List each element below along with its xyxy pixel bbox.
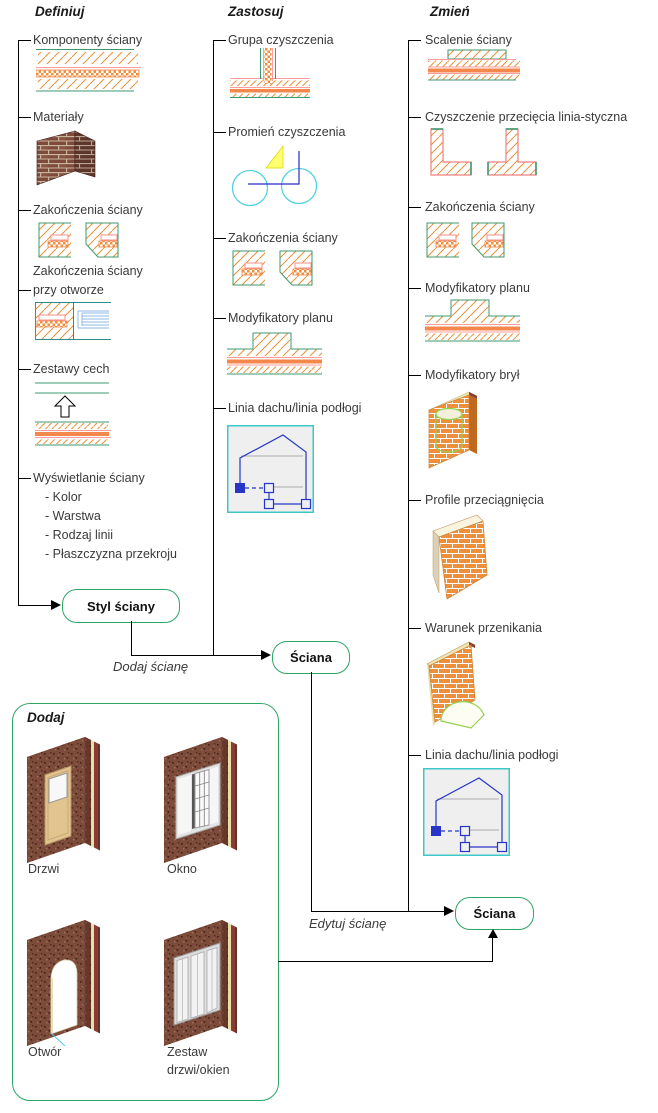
roofline-floorline-image	[423, 768, 510, 856]
edge-label-edytuj-sciane: Edytuj ścianę	[309, 916, 387, 931]
item-label: Profile przeciągnięcia	[425, 493, 544, 507]
node-styl-sciany	[62, 589, 180, 623]
tick	[408, 207, 421, 208]
body-modifiers-image	[425, 388, 485, 472]
item-label: Materiały	[33, 110, 84, 124]
zmien-branch-line	[408, 40, 409, 912]
wall-endcap-chamfer-image	[85, 222, 119, 258]
wall-merge-image	[428, 49, 523, 81]
wall-endcap-square-image	[38, 222, 72, 258]
tick	[213, 408, 226, 409]
dodaj-item-label: drzwi/okien	[167, 1063, 230, 1077]
opening-in-wall-image	[25, 916, 113, 1046]
arrowhead-right	[444, 906, 454, 916]
cleanup-radius-image	[228, 143, 320, 211]
item-label: Grupa czyszczenia	[228, 33, 334, 47]
window-in-wall-image	[162, 733, 250, 865]
sweep-profiles-image	[425, 513, 491, 601]
node-label: Styl ściany	[87, 598, 155, 614]
materials-brick-image	[35, 127, 97, 187]
tick	[213, 238, 226, 239]
node-sciana-1	[272, 641, 350, 674]
item-label: Scalenie ściany	[425, 33, 512, 47]
tick	[213, 40, 226, 41]
tick	[18, 290, 31, 291]
tick	[408, 288, 421, 289]
item-label: Zakończenia ściany	[228, 231, 338, 245]
wall-endcap-chamfer-image	[471, 222, 505, 258]
property-sets-image	[35, 381, 111, 447]
node-sciana-2	[455, 897, 534, 930]
tick	[408, 628, 421, 629]
styl-down-line	[131, 621, 132, 656]
tick	[408, 117, 421, 118]
item-label: Warunek przenikania	[425, 621, 542, 635]
tick	[18, 478, 31, 479]
wall-components-image	[36, 48, 141, 92]
item-label: Modyfikatory planu	[228, 311, 333, 325]
tick	[408, 500, 421, 501]
wall-endcap-square-image	[426, 222, 460, 258]
roofline-floorline-image	[227, 425, 314, 513]
node-label: Ściana	[473, 906, 516, 921]
item-label: Zestawy cech	[33, 362, 110, 376]
item-label: Promień czyszczenia	[228, 125, 346, 139]
dodaj-to-sciana2-hline	[278, 961, 493, 962]
column-header-zastosuj: Zastosuj	[228, 4, 284, 19]
column-header-zmien: Zmień	[430, 4, 470, 19]
item-label: Wyświetlanie ściany	[33, 471, 145, 485]
tick	[213, 132, 226, 133]
edge-label-dodaj-sciane: Dodaj ścianę	[113, 659, 189, 674]
dodaj-to-sciana2-vline	[492, 937, 493, 962]
arrowhead-right	[261, 650, 271, 660]
item-label: Zakończenia ściany	[425, 200, 535, 214]
dodaj-item-label: Otwór	[28, 1045, 62, 1059]
wall-endcap-square-image	[232, 250, 266, 286]
interference-condition-image	[423, 638, 489, 730]
dodaj-box-header: Dodaj	[27, 710, 65, 725]
arrow-line-to-styl	[18, 605, 52, 606]
sub-item-label: - Kolor	[45, 490, 82, 504]
tick	[213, 318, 226, 319]
item-label: Modyfikatory brył	[425, 368, 520, 382]
tick	[18, 369, 31, 370]
item-label: Linia dachu/linia podłogi	[425, 748, 559, 762]
item-label: Czyszczenie przecięcia linia-styczna	[425, 110, 628, 124]
item-label: Zakończenia ściany	[33, 203, 143, 217]
definiuj-branch-line	[18, 40, 19, 606]
item-label: przy otworze	[33, 283, 104, 297]
node-label: Ściana	[290, 650, 332, 665]
sciana1-down-line	[311, 672, 312, 912]
dodaj-item-label: Zestaw	[167, 1045, 208, 1059]
tick	[18, 210, 31, 211]
sub-item-label: - Płaszczyzna przekroju	[45, 547, 177, 561]
arrowhead-up	[488, 929, 498, 938]
sub-item-label: - Warstwa	[45, 509, 101, 523]
tick	[18, 40, 31, 41]
t-cleanup-image	[487, 128, 537, 176]
item-label: Linia dachu/linia podłogi	[228, 401, 362, 415]
plan-modifiers-image	[425, 298, 520, 342]
dodaj-sciane-line	[131, 655, 262, 656]
plan-modifiers-image	[227, 331, 322, 375]
dodaj-item-label: Okno	[167, 862, 197, 876]
item-label: Zakończenia ściany	[33, 264, 143, 278]
arrowhead-right	[51, 600, 61, 610]
sub-item-label: - Rodzaj linii	[45, 528, 114, 542]
wall-endcap-chamfer-image	[279, 250, 313, 286]
item-label: Komponenty ściany	[33, 33, 143, 47]
tick	[408, 755, 421, 756]
cleanup-group-image	[230, 48, 310, 98]
dodaj-item-label: Drzwi	[28, 862, 60, 876]
tick	[408, 40, 421, 41]
tick	[18, 117, 31, 118]
door-window-assembly-image	[162, 916, 250, 1046]
tick	[408, 375, 421, 376]
edytuj-sciane-line	[311, 911, 444, 912]
l-cleanup-image	[430, 128, 472, 176]
column-header-definiuj: Definiuj	[35, 4, 85, 19]
item-label: Modyfikatory planu	[425, 281, 530, 295]
wall-opening-endcap-image	[35, 301, 111, 341]
door-in-wall-image	[25, 733, 113, 863]
